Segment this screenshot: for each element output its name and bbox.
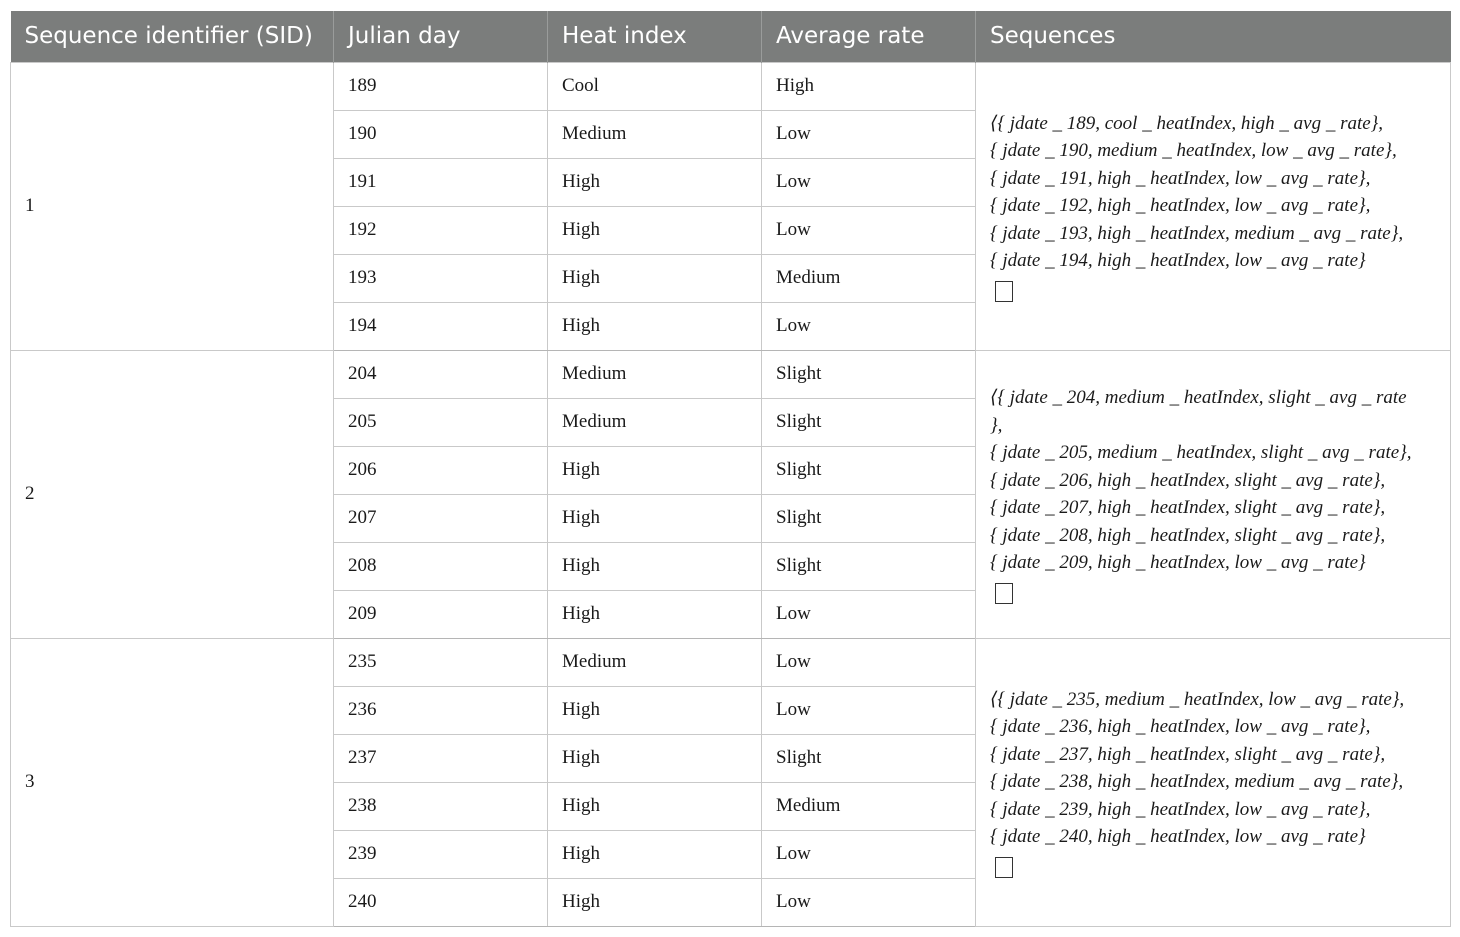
- julian-day-cell: 192: [334, 206, 548, 254]
- average-rate-cell: Medium: [762, 782, 976, 830]
- header-average-rate: Average rate: [762, 11, 976, 62]
- sequence-line: { jdate _ 206, high _ heatIndex, slight _ avg _ rate},: [990, 469, 1386, 491]
- sid-cell: 2: [11, 350, 334, 638]
- julian-day-cell: 209: [334, 590, 548, 638]
- sequence-line: },: [990, 414, 1003, 436]
- sequence-line: { jdate _ 237, high _ heatIndex, slight _ avg _ rate},: [990, 743, 1386, 765]
- julian-day-cell: 238: [334, 782, 548, 830]
- heat-index-cell: Medium: [548, 638, 762, 686]
- average-rate-cell: Low: [762, 110, 976, 158]
- average-rate-cell: Slight: [762, 398, 976, 446]
- heat-index-cell: High: [548, 254, 762, 302]
- heat-index-cell: High: [548, 446, 762, 494]
- sequence-line: { jdate _ 207, high _ heatIndex, slight _ avg _ rate},: [990, 497, 1386, 518]
- average-rate-cell: Low: [762, 590, 976, 638]
- heat-index-cell: High: [548, 686, 762, 734]
- sequence-line: ⟨{ jdate _ 189, cool _ heatIndex, high _ avg _ rate},: [990, 112, 1384, 134]
- heat-index-cell: Medium: [548, 398, 762, 446]
- sequence-line: { jdate _ 209, high _ heatIndex, low _ avg _ rate}: [990, 552, 1366, 573]
- header-julian-day: Julian day: [334, 11, 548, 62]
- sequence-close-glyph: [995, 583, 1013, 604]
- sequence-line: { jdate _ 240, high _ heatIndex, low _ avg _ rate}: [990, 826, 1366, 848]
- heat-index-cell: Medium: [548, 110, 762, 158]
- table-row: [11, 638, 1451, 686]
- julian-day-cell: 207: [334, 494, 548, 542]
- average-rate-cell: Slight: [762, 542, 976, 590]
- heat-index-cell: High: [548, 494, 762, 542]
- sequence-table: [10, 11, 1451, 927]
- sequence-line: { jdate _ 236, high _ heatIndex, low _ avg _ rate},: [990, 716, 1371, 738]
- average-rate-cell: Low: [762, 206, 976, 254]
- sequence-cell: [976, 62, 1451, 350]
- average-rate-cell: High: [762, 62, 976, 110]
- sequence-cell: [976, 638, 1451, 926]
- julian-day-cell: 194: [334, 302, 548, 350]
- sequence-line: ⟨{ jdate _ 235, medium _ heatIndex, low _ avg _ rate},: [990, 688, 1405, 710]
- sequence-line: { jdate _ 191, high _ heatIndex, low _ avg _ rate},: [990, 167, 1371, 189]
- heat-index-cell: Medium: [548, 350, 762, 398]
- heat-index-cell: High: [548, 830, 762, 878]
- sid-cell: 3: [11, 638, 334, 926]
- julian-day-cell: 191: [334, 158, 548, 206]
- heat-index-cell: High: [548, 206, 762, 254]
- average-rate-cell: Slight: [762, 494, 976, 542]
- heat-index-cell: High: [548, 302, 762, 350]
- heat-index-cell: High: [548, 734, 762, 782]
- average-rate-cell: Medium: [762, 254, 976, 302]
- header-row: [11, 11, 1451, 62]
- table-body: [11, 62, 1451, 926]
- header-sequences: Sequences: [976, 11, 1451, 62]
- julian-day-cell: 189: [334, 62, 548, 110]
- julian-day-cell: 240: [334, 878, 548, 926]
- average-rate-cell: Slight: [762, 446, 976, 494]
- sequence-line: { jdate _ 194, high _ heatIndex, low _ avg _ rate}: [990, 250, 1366, 272]
- julian-day-cell: 206: [334, 446, 548, 494]
- sequence-line: { jdate _ 238, high _ heatIndex, medium _ avg _ rate},: [990, 771, 1404, 793]
- average-rate-cell: Low: [762, 302, 976, 350]
- heat-index-cell: High: [548, 590, 762, 638]
- average-rate-cell: Slight: [762, 350, 976, 398]
- julian-day-cell: 236: [334, 686, 548, 734]
- average-rate-cell: Low: [762, 638, 976, 686]
- sequence-line: { jdate _ 193, high _ heatIndex, medium _ avg _ rate},: [990, 222, 1404, 244]
- heat-index-cell: Cool: [548, 62, 762, 110]
- julian-day-cell: 237: [334, 734, 548, 782]
- sequence-cell: [976, 350, 1451, 638]
- julian-day-cell: 204: [334, 350, 548, 398]
- header-sid: Sequence identifier (SID): [11, 11, 334, 62]
- heat-index-cell: High: [548, 878, 762, 926]
- sequence-line: { jdate _ 239, high _ heatIndex, low _ avg _ rate},: [990, 798, 1371, 820]
- julian-day-cell: 193: [334, 254, 548, 302]
- sequence-close-glyph: [995, 857, 1013, 878]
- average-rate-cell: Slight: [762, 734, 976, 782]
- sequence-line: { jdate _ 205, medium _ heatIndex, slight _ avg _ rate},: [990, 442, 1412, 463]
- heat-index-cell: High: [548, 158, 762, 206]
- heat-index-cell: High: [548, 782, 762, 830]
- average-rate-cell: Low: [762, 686, 976, 734]
- sid-cell: 1: [11, 62, 334, 350]
- sequence-line: ⟨{ jdate _ 204, medium _ heatIndex, slight _ avg _ rate: [990, 387, 1407, 408]
- sequence-close-glyph: [995, 281, 1013, 302]
- header-heat-index: Heat index: [548, 11, 762, 62]
- table-row: [11, 350, 1451, 398]
- table-row: [11, 62, 1451, 110]
- julian-day-cell: 205: [334, 398, 548, 446]
- julian-day-cell: 190: [334, 110, 548, 158]
- average-rate-cell: Low: [762, 878, 976, 926]
- sequence-line: { jdate _ 192, high _ heatIndex, low _ avg _ rate},: [990, 195, 1371, 217]
- julian-day-cell: 208: [334, 542, 548, 590]
- average-rate-cell: Low: [762, 158, 976, 206]
- julian-day-cell: 235: [334, 638, 548, 686]
- average-rate-cell: Low: [762, 830, 976, 878]
- julian-day-cell: 239: [334, 830, 548, 878]
- sequence-line: { jdate _ 208, high _ heatIndex, slight _ avg _ rate},: [990, 524, 1386, 546]
- heat-index-cell: High: [548, 542, 762, 590]
- sequence-line: { jdate _ 190, medium _ heatIndex, low _ avg _ rate},: [990, 140, 1397, 162]
